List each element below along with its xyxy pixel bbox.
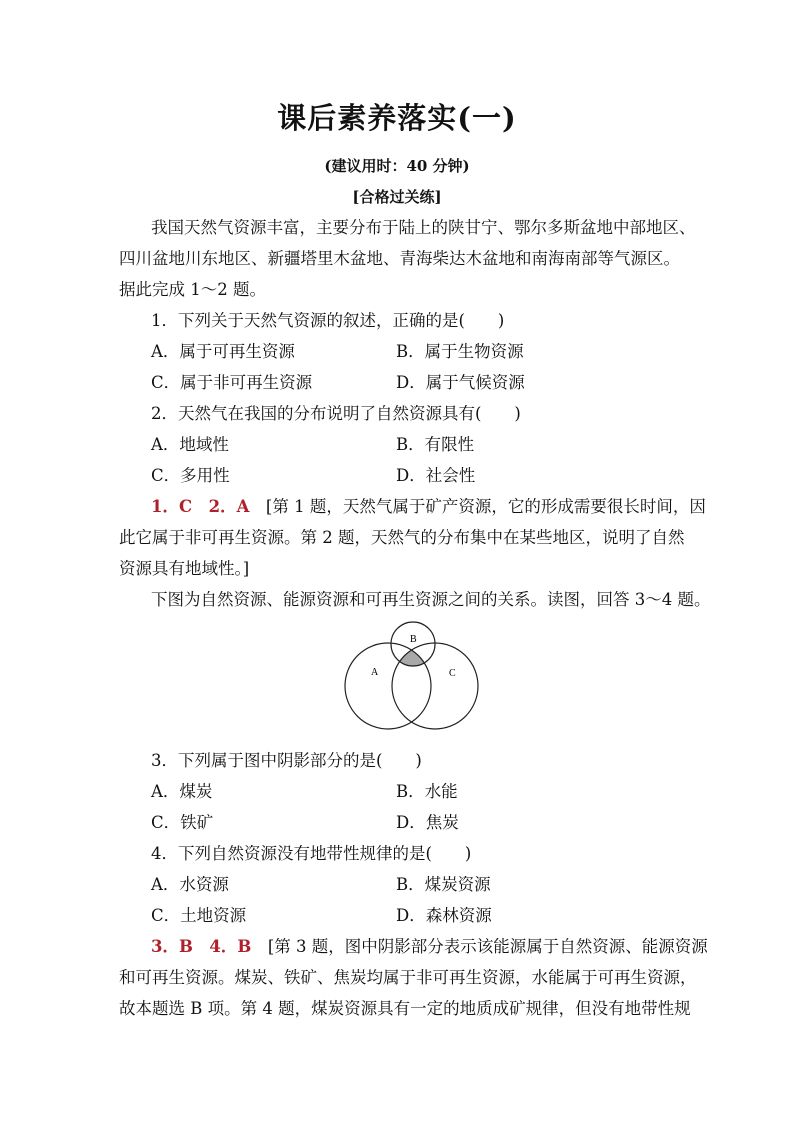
question-2-stem: 2．天然气在我国的分布说明了自然资源具有( ) [151,404,521,423]
answer-1-2-explanation: [第 1 题，天然气属于矿产资源，它的形成需要很长时间，因 [249,497,706,516]
intro-line-2: 四川盆地川东地区、新疆塔里木盆地、青海柴达木盆地和南海南部等气源区。 [119,249,680,268]
question-3-option-a: A．煤炭 [151,782,213,801]
question-3-option-c: C．铁矿 [151,813,214,832]
venn-diagram [340,620,482,733]
circle-a [345,643,431,729]
answer-3-4-line-3: 故本题选 B 项。第 4 题，煤炭资源具有一定的地质成矿规律，但没有地带性规 [119,999,691,1018]
label-a: A [371,667,379,678]
question-2-option-c: C．多用性 [151,466,230,485]
intro-2: 下图为自然资源、能源资源和可再生资源之间的关系。读图，回答 3～4 题。 [151,590,711,609]
answer-key-1-2: 1．C 2．A [151,497,250,516]
question-4-option-b: B．煤炭资源 [396,875,491,894]
label-c: C [449,668,456,679]
question-4-option-a: A．水资源 [151,875,229,894]
answer-key-3-4: 3．B 4．B [151,937,252,956]
answer-1-2-line-2: 此它属于非可再生资源。第 2 题，天然气的分布集中在某些地区，说明了自然 [119,528,685,547]
intro-line-1: 我国天然气资源丰富，主要分布于陆上的陕甘宁、鄂尔多斯盆地中部地区、 [151,218,696,237]
circle-c [392,643,478,729]
question-4-option-d: D．森林资源 [396,906,492,925]
page-title: 课后素养落实(一) [277,101,517,135]
answer-1-2-line-3: 资源具有地域性。] [119,559,250,578]
question-1-stem: 1．下列关于天然气资源的叙述，正确的是( ) [151,311,505,330]
answer-1-2-line-1 [151,491,711,522]
question-2-option-b: B．有限性 [396,435,475,454]
question-1-option-a: A．属于可再生资源 [151,342,295,361]
intro-line-3: 据此完成 1～2 题。 [119,280,266,299]
question-4-option-c: C．土地资源 [151,906,247,925]
question-3-option-b: B．水能 [396,782,458,801]
question-2-option-d: D．社会性 [396,466,476,485]
answer-3-4-explanation: [第 3 题，图中阴影部分表示该能源属于自然资源、能源资源 [251,937,708,956]
answer-3-4-line-1 [151,931,711,962]
question-2-option-a: A．地域性 [151,435,229,454]
question-1-option-c: C．属于非可再生资源 [151,373,313,392]
question-4-stem: 4．下列自然资源没有地带性规律的是( ) [151,844,472,863]
answer-3-4-line-2: 和可再生资源。煤炭、铁矿、焦炭均属于非可再生资源，水能属于可再生资源， [119,968,697,987]
question-1-option-b: B．属于生物资源 [396,342,524,361]
label-b: B [410,634,417,645]
question-3-stem: 3．下列属于图中阴影部分的是( ) [151,751,422,770]
suggested-time: (建议用时：40 分钟) [324,157,470,175]
question-3-option-d: D．焦炭 [396,813,459,832]
question-1-option-d: D．属于气候资源 [396,373,525,392]
section-heading: [合格过关练] [352,188,442,206]
